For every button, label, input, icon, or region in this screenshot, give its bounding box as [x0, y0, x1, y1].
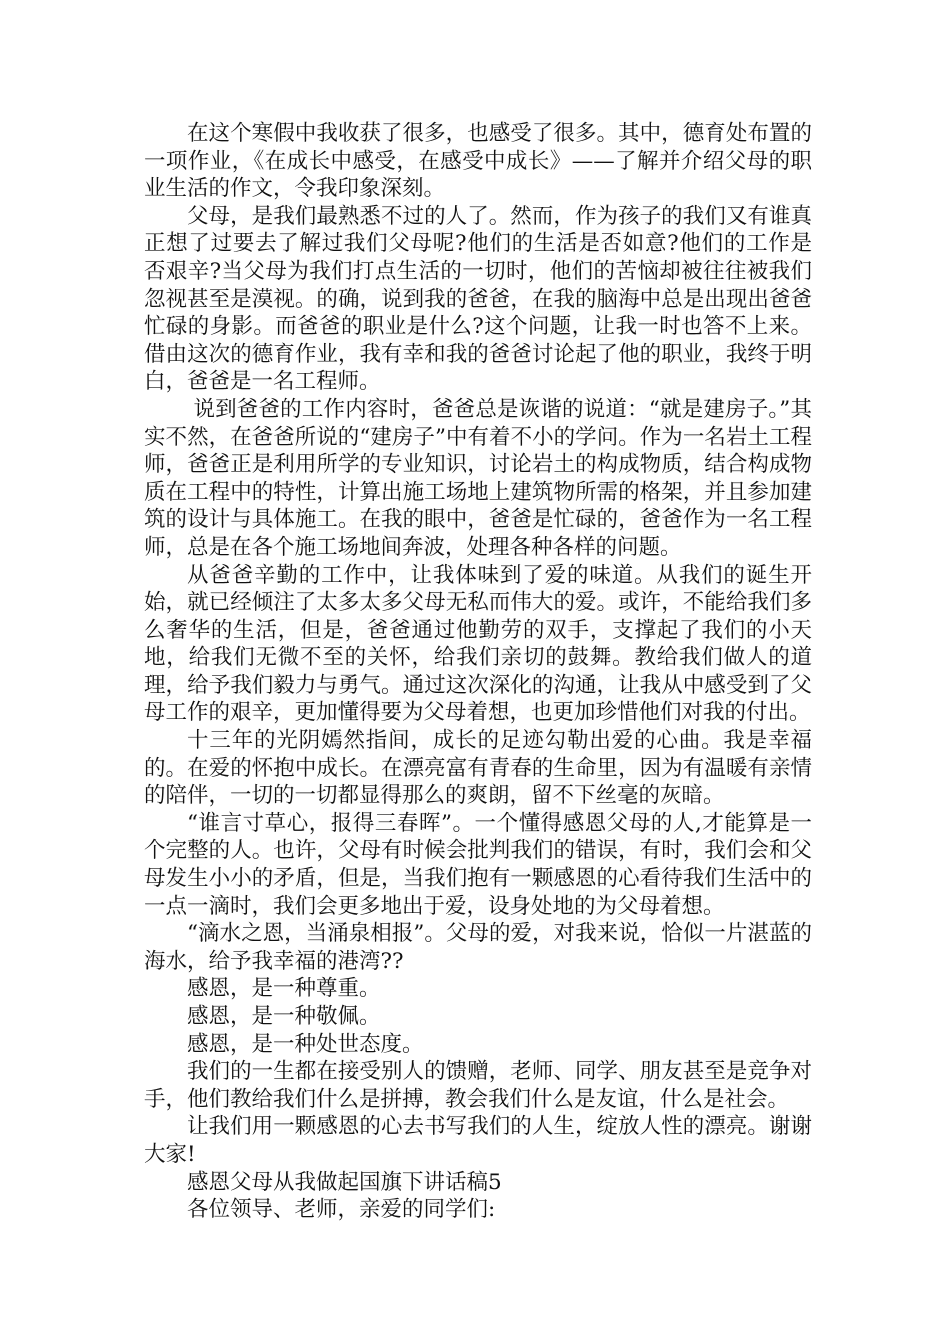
paragraph: 感恩，是一种处世态度。: [187, 1031, 424, 1057]
paragraph: 在这个寒假中我收获了很多，也感受了很多。其中，德育处布置的一项作业，《在成长中感受，在感受中成长》——了解并介绍父母的职业生活的作文，令我印象深刻。: [144, 121, 812, 202]
paragraph: “滴水之恩，当涌泉相报”。父母的爱，对我来说，恰似一片湛蓝的海水，给予我幸福的港湾??: [144, 921, 812, 974]
document-body: [144, 120, 812, 1224]
paragraph: 感恩，是一种敬佩。: [187, 1004, 381, 1029]
paragraph: “谁言寸草心，报得三春晖”。一个懂得感恩父母的人,才能算是一个完整的人。也许，父母有时候会批判我们的错误，有时，我们会和父母发生小小的矛盾，但是，当我们抱有一颗感恩的心看待我们生活中的一点一滴时，我们会更多地出于爱，设身处地的为父母着想。: [144, 810, 812, 919]
paragraph: 感恩，是一种尊重。: [187, 976, 381, 1002]
paragraph: 十三年的光阴嫣然指间，成长的足迹勾勒出爱的心曲。我是幸福的。在爱的怀抱中成长。在漂亮富有青春的生命里，因为有温暖有亲情的陪伴，一切的一切都显得那么的爽朗，留不下丝毫的灰暗。: [144, 728, 812, 809]
paragraph: 从爸爸辛勤的工作中，让我体味到了爱的味道。从我们的诞生开始，就已经倾注了太多太多父母无私而伟大的爱。或许，不能给我们多么奢华的生活，但是，爸爸通过他勤劳的双手，支撑起了我们的小天地，给我们无微不至的关怀，给我们亲切的鼓舞。教给我们做人的道理，给予我们毅力与勇气。通过这次深化的沟通，让我从中感受到了父母工作的艰辛，更加懂得要为父母着想，也更加珍惜他们对我的付出。: [144, 562, 812, 726]
paragraph: 让我们用一颗感恩的心去书写我们的人生，绽放人性的漂亮。谢谢大家!: [144, 1114, 812, 1167]
speech-title: 感恩父母从我做起国旗下讲话稿5: [187, 1169, 502, 1195]
salutation: 各位领导、老师，亲爱的同学们:: [187, 1197, 496, 1223]
paragraph: 我们的一生都在接受别人的馈赠，老师、同学、朋友甚至是竞争对手，他们教给我们什么是拼搏，教会我们什么是友谊，什么是社会。: [144, 1059, 812, 1112]
paragraph: 父母，是我们最熟悉不过的人了。然而，作为孩子的我们又有谁真正想了过要去了解过我们父母呢?他们的生活是否如意?他们的工作是否艰辛?当父母为我们打点生活的一切时，他们的苦恼却被往往被我们忽视甚至是漠视。的确，说到我的爸爸，在我的脑海中总是出现出爸爸忙碌的身影。而爸爸的职业是什么?这个问题，让我一时也答不上来。借由这次的德育作业，我有幸和我的爸爸讨论起了他的职业，我终于明白，爸爸是一名工程师。: [144, 203, 812, 395]
paragraph: 说到爸爸的工作内容时，爸爸总是诙谐的说道：“就是建房子。”其实不然，在爸爸所说的“建房子”中有着不小的学问。作为一名岩土工程师，爸爸正是利用所学的专业知识，讨论岩土的构成物质，结合构成物质在工程中的特性，计算出施工场地上建筑物所需的格架，并且参加建筑的设计与具体施工。在我的眼中，爸爸是忙碌的，爸爸作为一名工程师，总是在各个施工场地间奔波，处理各种各样的问题。: [144, 396, 812, 560]
